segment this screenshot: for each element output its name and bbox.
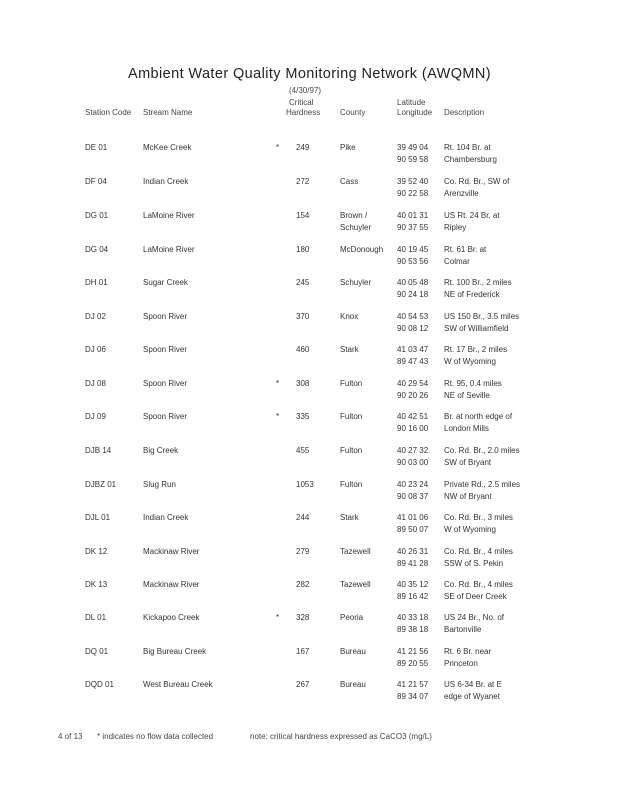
description-line2: NE of Seville <box>444 391 490 400</box>
table-row <box>0 176 619 202</box>
table-row <box>0 612 619 638</box>
longitude: 89 38 18 <box>397 625 429 634</box>
table-row <box>0 512 619 538</box>
county: Brown / <box>340 211 368 220</box>
station-code: DG 01 <box>85 211 109 220</box>
stream-name: West Bureau Creek <box>143 680 213 689</box>
no-flow-flag: * <box>276 613 280 622</box>
no-flow-flag: * <box>276 379 280 388</box>
county: Bureau <box>340 647 366 656</box>
county: Pike <box>340 143 356 152</box>
stream-name: LaMoine River <box>143 211 195 220</box>
latitude: 41 21 57 <box>397 680 429 689</box>
description-line2: SE of Deer Creek <box>444 592 507 601</box>
report-date: (4/30/97) <box>289 86 322 95</box>
stream-name: Spoon River <box>143 412 188 421</box>
description-line2: London Mills <box>444 424 489 433</box>
critical-hardness: 154 <box>296 211 310 220</box>
critical-hardness: 244 <box>296 513 310 522</box>
latitude: 40 33 18 <box>397 613 429 622</box>
description-line2: Princeton <box>444 659 478 668</box>
stream-name: Indian Creek <box>143 177 189 186</box>
county: Bureau <box>340 680 366 689</box>
critical-hardness: 328 <box>296 613 310 622</box>
table-row <box>0 546 619 572</box>
table-row <box>0 142 619 168</box>
latitude: 40 01 31 <box>397 211 429 220</box>
description-line1: Co. Rd. Br., 4 miles <box>444 547 513 556</box>
county: Fulton <box>340 379 363 388</box>
header-hardness-line2: Hardness <box>286 108 321 117</box>
description-line1: Rt. 104 Br. at <box>444 143 491 152</box>
critical-hardness: 1053 <box>296 480 314 489</box>
latitude: 41 21 56 <box>397 647 429 656</box>
longitude: 90 37 55 <box>397 223 429 232</box>
stream-name: LaMoine River <box>143 245 195 254</box>
stream-name: Sugar Creek <box>143 278 188 287</box>
description-line1: Rt. 100 Br., 2 miles <box>444 278 512 287</box>
critical-hardness: 282 <box>296 580 310 589</box>
critical-hardness: 460 <box>296 345 310 354</box>
description-line1: Co. Rd. Br., 4 miles <box>444 580 513 589</box>
county: Schuyler <box>340 278 372 287</box>
header-station-code: Station Code <box>85 108 132 117</box>
latitude: 39 52 40 <box>397 177 429 186</box>
station-code: DJ 08 <box>85 379 106 388</box>
description-line2: Chambersburg <box>444 155 497 164</box>
county: Knox <box>340 312 359 321</box>
station-code: DE 01 <box>85 143 108 152</box>
county: Tazewell <box>340 580 371 589</box>
stream-name: Spoon River <box>143 312 188 321</box>
latitude: 40 54 53 <box>397 312 429 321</box>
county: Stark <box>340 513 359 522</box>
description-line2: W of Wyoming <box>444 357 496 366</box>
longitude: 90 22 58 <box>397 189 429 198</box>
station-code: DL 01 <box>85 613 107 622</box>
county: Cass <box>340 177 359 186</box>
description-line2: edge of Wyanet <box>444 692 500 701</box>
county: Fulton <box>340 446 363 455</box>
description-line1: Rt. 6 Br. near <box>444 647 492 656</box>
table-row <box>0 479 619 505</box>
stream-name: Big Bureau Creek <box>143 647 207 656</box>
description-line1: US Rt. 24 Br. at <box>444 211 500 220</box>
critical-hardness: 370 <box>296 312 310 321</box>
station-code: DJB 14 <box>85 446 112 455</box>
stream-name: Slug Run <box>143 480 176 489</box>
description-line1: Rt. 17 Br., 2 miles <box>444 345 508 354</box>
table-row <box>0 210 619 236</box>
latitude: 41 03 47 <box>397 345 429 354</box>
longitude: 90 24 18 <box>397 290 429 299</box>
page-title: Ambient Water Quality Monitoring Network (AWQMN) <box>128 66 491 82</box>
longitude: 89 50 07 <box>397 525 429 534</box>
longitude: 90 20 26 <box>397 391 429 400</box>
footer-hardness-note: note: critical hardness expressed as CaCO3 (mg/L) <box>250 732 432 741</box>
latitude: 40 19 45 <box>397 245 429 254</box>
stream-name: Mackinaw River <box>143 547 200 556</box>
station-code: DJ 02 <box>85 312 106 321</box>
table-row <box>0 311 619 337</box>
latitude: 40 35 12 <box>397 580 429 589</box>
county: Fulton <box>340 480 363 489</box>
description-line2: Arenzville <box>444 189 479 198</box>
description-line2: W of Wyoming <box>444 525 496 534</box>
critical-hardness: 245 <box>296 278 310 287</box>
latitude: 40 05 48 <box>397 278 429 287</box>
description-line2: Ripley <box>444 223 467 232</box>
description-line1: US 6-34 Br. at E <box>444 680 502 689</box>
latitude: 40 23 24 <box>397 480 429 489</box>
stream-name: Indian Creek <box>143 513 189 522</box>
station-code: DQD 01 <box>85 680 114 689</box>
latitude: 41 01 06 <box>397 513 429 522</box>
longitude: 90 03 00 <box>397 458 429 467</box>
header-latlong-line2: Longitude <box>397 108 433 117</box>
table-row <box>0 411 619 437</box>
header-stream-name: Stream Name <box>143 108 193 117</box>
critical-hardness: 167 <box>296 647 310 656</box>
stream-name: McKee Creek <box>143 143 192 152</box>
county: Tazewell <box>340 547 371 556</box>
longitude: 89 16 42 <box>397 592 429 601</box>
longitude: 89 41 28 <box>397 559 429 568</box>
county: McDonough <box>340 245 384 254</box>
station-code: DJL 01 <box>85 513 111 522</box>
description-line2: NE of Frederick <box>444 290 500 299</box>
footer-flag-note: * indicates no flow data collected <box>97 732 214 741</box>
longitude: 89 20 55 <box>397 659 429 668</box>
longitude: 90 53 56 <box>397 257 429 266</box>
station-code: DK 12 <box>85 547 108 556</box>
longitude: 90 08 12 <box>397 324 429 333</box>
county: Stark <box>340 345 359 354</box>
critical-hardness: 180 <box>296 245 310 254</box>
station-code: DK 13 <box>85 580 108 589</box>
footer-page-number: 4 of 13 <box>58 732 83 741</box>
critical-hardness: 249 <box>296 143 310 152</box>
description-line1: US 150 Br., 3.5 miles <box>444 312 520 321</box>
description-line2: SW of Williamfield <box>444 324 509 333</box>
description-line1: Co. Rd. Br., 2.0 miles <box>444 446 520 455</box>
description-line1: Co. Rd. Br., 3 miles <box>444 513 513 522</box>
stream-name: Big Creek <box>143 446 179 455</box>
table-row <box>0 579 619 605</box>
county: Peoria <box>340 613 364 622</box>
critical-hardness: 267 <box>296 680 310 689</box>
station-code: DG 04 <box>85 245 109 254</box>
critical-hardness: 308 <box>296 379 310 388</box>
critical-hardness: 272 <box>296 177 310 186</box>
station-code: DJBZ 01 <box>85 480 117 489</box>
header-latlong-line1: Latitude <box>397 98 426 107</box>
stream-name: Spoon River <box>143 379 188 388</box>
description-line1: Rt. 61 Br. at <box>444 245 487 254</box>
stream-name: Mackinaw River <box>143 580 200 589</box>
longitude: 90 16 00 <box>397 424 429 433</box>
description-line1: Br. at north edge of <box>444 412 513 421</box>
latitude: 40 29 54 <box>397 379 429 388</box>
longitude: 90 59 58 <box>397 155 429 164</box>
critical-hardness: 455 <box>296 446 310 455</box>
description-line2: Colmar <box>444 257 470 266</box>
longitude: 89 34 07 <box>397 692 429 701</box>
longitude: 90 08 37 <box>397 492 429 501</box>
header-county: County <box>340 108 366 117</box>
stream-name: Kickapoo Creek <box>143 613 200 622</box>
description-line2: Bartonville <box>444 625 482 634</box>
latitude: 39 49 04 <box>397 143 429 152</box>
header-hardness-line1: Critical <box>289 98 314 107</box>
latitude: 40 27 32 <box>397 446 429 455</box>
no-flow-flag: * <box>276 412 280 421</box>
latitude: 40 26 31 <box>397 547 429 556</box>
county: Fulton <box>340 412 363 421</box>
latitude: 40 42 51 <box>397 412 429 421</box>
description-line2: NW of Bryant <box>444 492 492 501</box>
table-row <box>0 679 619 705</box>
description-line2: SSW of S. Pekin <box>444 559 504 568</box>
station-code: DJ 06 <box>85 345 106 354</box>
critical-hardness: 335 <box>296 412 310 421</box>
description-line1: Private Rd., 2.5 miles <box>444 480 521 489</box>
header-description: Description <box>444 108 485 117</box>
description-line1: US 24 Br., No. of <box>444 613 505 622</box>
county-line2: Schuyler <box>340 223 372 232</box>
table-row <box>0 445 619 471</box>
station-code: DQ 01 <box>85 647 109 656</box>
station-code: DF 04 <box>85 177 107 186</box>
table-row <box>0 344 619 370</box>
description-line2: SW of Bryant <box>444 458 492 467</box>
description-line1: Co. Rd. Br., SW of <box>444 177 510 186</box>
table-row <box>0 244 619 270</box>
no-flow-flag: * <box>276 143 280 152</box>
table-row <box>0 646 619 672</box>
table-row <box>0 378 619 404</box>
station-code: DJ 09 <box>85 412 106 421</box>
stream-name: Spoon River <box>143 345 188 354</box>
longitude: 89 47 43 <box>397 357 429 366</box>
critical-hardness: 279 <box>296 547 310 556</box>
station-code: DH 01 <box>85 278 108 287</box>
table-row <box>0 277 619 303</box>
description-line1: Rt. 95, 0.4 miles <box>444 379 502 388</box>
